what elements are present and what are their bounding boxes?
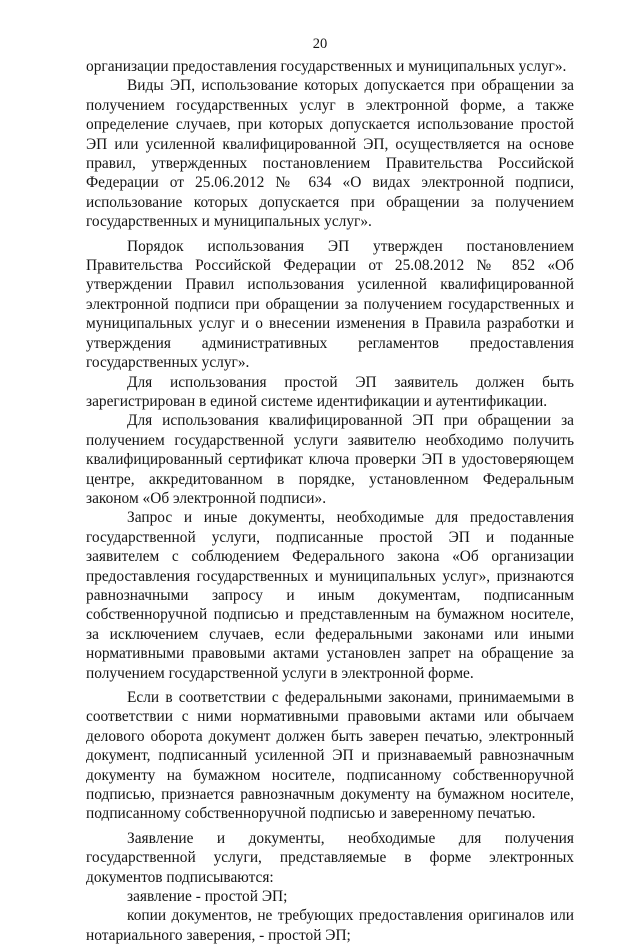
paragraph-continuation: организации предоставления государственных и муниципальных услуг». bbox=[86, 58, 567, 75]
paragraph-signing-rules: Заявление и документы, необходимые для получения государственной услуги, представляемые в форме электронных документов подписываются: bbox=[86, 829, 574, 886]
paragraph-ep-types: Виды ЭП, использование которых допускается при обращении за получением государственных услуг в электронной форме, а также определение случаев, при которых допускается использование простой ЭП или усиленной квалифицированной ЭП, осуществляется на основе правил, утвержденных постановлением Правительства Российской Федерации от 25.06.2012 № 634 «О видах электронной подписи, использование которых допускается при обращении за получением государственных и муниципальных услуг». bbox=[86, 77, 574, 231]
paragraph-simple-ep: Для использования простой ЭП заявитель должен быть зарегистрирован в единой системе идентификации и аутентификации. bbox=[86, 373, 574, 410]
page-number: 20 bbox=[312, 36, 328, 52]
paragraph-request-documents: Запрос и иные документы, необходимые для предоставления государственной услуги, подписанные простой ЭП и поданные заявителем с соблюдением Федерального закона «Об организации предоставления государственных и муниципальных услуг», признаются равнозначными запросу и иным документам, подписанным собственноручной подписью и представленным на бумажном носителе, за исключением случаев, если федеральными законами или иными нормативными правовыми актами установлен запрет на обращение за получением государственной услуги в электронной форме. bbox=[86, 509, 574, 682]
paragraph-qualified-ep: Для использования квалифицированной ЭП при обращении за получением государственной услуги заявителю необходимо получить квалифицированный сертификат ключа проверки ЭП в удостоверяющем центре, аккредитованном в порядке, установленном Федеральным законом «Об электронной подписи». bbox=[86, 412, 574, 507]
paragraph-ep-procedure: Порядок использования ЭП утвержден постановлением Правительства Российской Федерации от 25.08.2012 № 852 «Об утверждении Правил использования усиленной квалифицированной электронной подписи при обращении за получением государственных и муниципальных услуг и о внесении изменения в Правила разработки и утверждения административных регламентов предоставления государственных услуг». bbox=[86, 237, 574, 372]
list-item-application: заявление - простой ЭП; bbox=[127, 888, 288, 906]
paragraph-seal-equivalence: Если в соответствии с федеральными законами, принимаемыми в соответствии с ними нормативными правовыми актами или обычаем делового оборота документ должен быть заверен печатью, электронный документ, подписанный усиленной ЭП и признаваемый равнозначным документу на бумажном носителе, подписанному собственноручной подписью, признается равнозначным документу на бумажном носителе, подписанному собственноручной подписью и заверенному печатью. bbox=[86, 689, 574, 823]
document-body bbox=[86, 57, 574, 945]
list-item-document-copies: копии документов, не требующих предоставления оригиналов или нотариального заверения, - простой ЭП; bbox=[86, 907, 574, 944]
